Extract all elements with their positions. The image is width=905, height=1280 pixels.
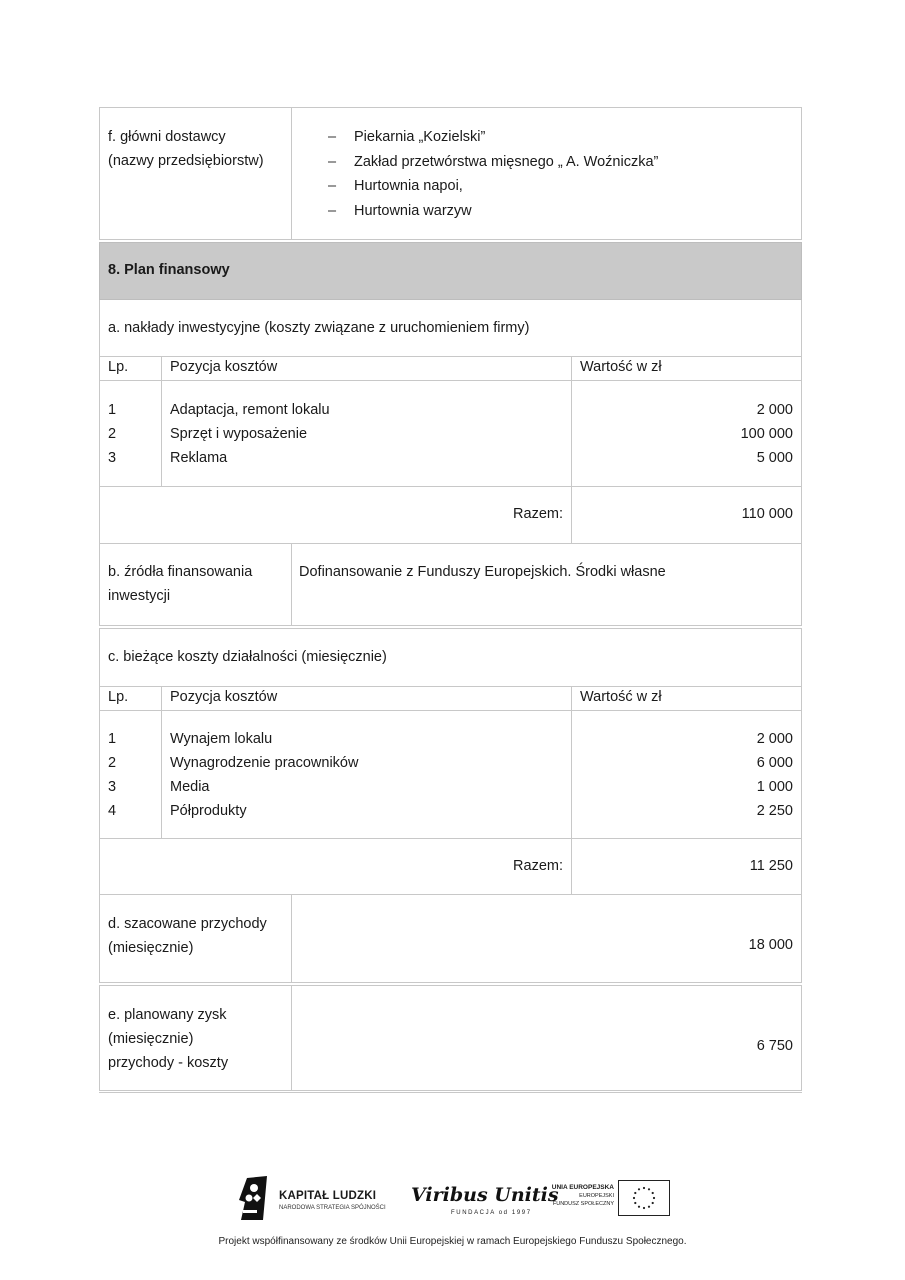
section-header [99,242,802,300]
investment-heading: a. nakłady inwestycyjne (koszty związane z uruchomieniem firmy) [108,320,530,336]
eu-flag-icon [618,1180,670,1216]
logo1-subtitle: NARODOWA STRATEGIA SPÓJNOŚCI [279,1205,386,1211]
total-label: Razem: [513,506,563,522]
table-cell-position: Media [170,779,210,795]
running-total-row [100,838,801,895]
profit-value: 6 750 [756,1038,793,1054]
total-value: 110 000 [741,506,793,522]
viribus-unitis-logo [411,1178,559,1222]
funding-value: Dofinansowanie z Funduszy Europejskich. Środki własne [299,564,666,580]
table-cell-position: Sprzęt i wyposażenie [170,426,308,442]
table-cell-value: 2 250 [756,803,793,819]
table-cell-lp: 2 [108,755,117,771]
funding-label: b. źródła finansowania inwestycji [108,564,253,604]
eu-efs-logo [538,1180,678,1224]
total-value: 11 250 [749,858,793,874]
table-cell-position: Wynajem lokalu [170,731,273,747]
revenue-label: d. szacowane przychody (miesięcznie) [108,916,267,956]
footer-logos [0,1172,905,1224]
funding-row [99,544,802,626]
investment-total-row [100,486,801,543]
section-title: 8. Plan finansowy [108,262,230,278]
table-cell-value: 6 000 [756,755,793,771]
table-bottom-rule [99,1092,802,1093]
kapital-ludzki-logo [237,1174,386,1222]
table-cell-lp: 1 [108,731,117,747]
list-item: – Piekarnia „Kozielski” [328,129,486,145]
table-cell-value: 5 000 [756,450,793,466]
list-item: – Hurtownia warzyw [328,202,472,219]
column-header-value: Wartość w zł [580,689,662,705]
suppliers-label: f. główni dostawcy (nazwy przedsiębiorstw) [108,129,264,169]
table-cell-value: 2 000 [756,731,793,747]
suppliers-row [99,107,802,240]
investment-table [99,300,802,544]
column-header-value: Wartość w zł [580,359,662,375]
kapital-ludzki-emblem-icon [237,1174,269,1222]
profit-label: e. planowany zysk (miesięcznie) przychody - koszty [108,1007,229,1071]
revenue-row [99,895,802,983]
table-cell-position: Półprodukty [170,803,247,819]
list-item: – Hurtownia napoi, [328,178,463,194]
table-cell-lp: 1 [108,402,117,418]
table-cell-lp: 4 [108,803,117,819]
running-heading: c. bieżące koszty działalności (miesięcznie) [108,649,387,665]
column-header-position: Pozycja kosztów [170,689,278,705]
investment-grid [100,356,801,486]
footer-note: Projekt współfinansowany ze środków Unii Europejskiej w ramach Europejskiego Funduszu Społecznego. [218,1236,687,1247]
logo1-title: KAPITAŁ LUDZKI [279,1190,377,1202]
logo3-line1: UNIA EUROPEJSKA [551,1184,614,1191]
table-cell-value: 2 000 [756,402,793,418]
table-cell-lp: 3 [108,779,117,795]
table-cell-lp: 3 [108,450,117,466]
table-cell-value: 100 000 [740,426,793,442]
table-cell-position: Reklama [170,450,228,466]
total-label: Razem: [513,858,563,874]
column-header-lp: Lp. [108,359,129,375]
table-cell-position: Wynagrodzenie pracowników [170,755,359,771]
profit-row [99,985,802,1091]
logo3-line2: EUROPEJSKI [579,1193,614,1199]
running-grid [100,686,801,838]
logo2-subtitle: FUNDACJA od 1997 [451,1210,532,1216]
list-item: – Zakład przetwórstwa mięsnego „ A. Woźniczka” [328,153,659,170]
suppliers-list [328,125,658,223]
logo2-title: Viribus Unitis [411,1184,559,1206]
column-header-position: Pozycja kosztów [170,359,278,375]
table-cell-position: Adaptacja, remont lokalu [170,402,330,418]
logo3-line3: FUNDUSZ SPOŁECZNY [552,1201,614,1207]
table-cell-lp: 2 [108,426,117,442]
table-cell-value: 1 000 [756,779,793,795]
column-header-lp: Lp. [108,689,129,705]
revenue-value: 18 000 [748,937,793,953]
running-costs-table [99,628,802,895]
